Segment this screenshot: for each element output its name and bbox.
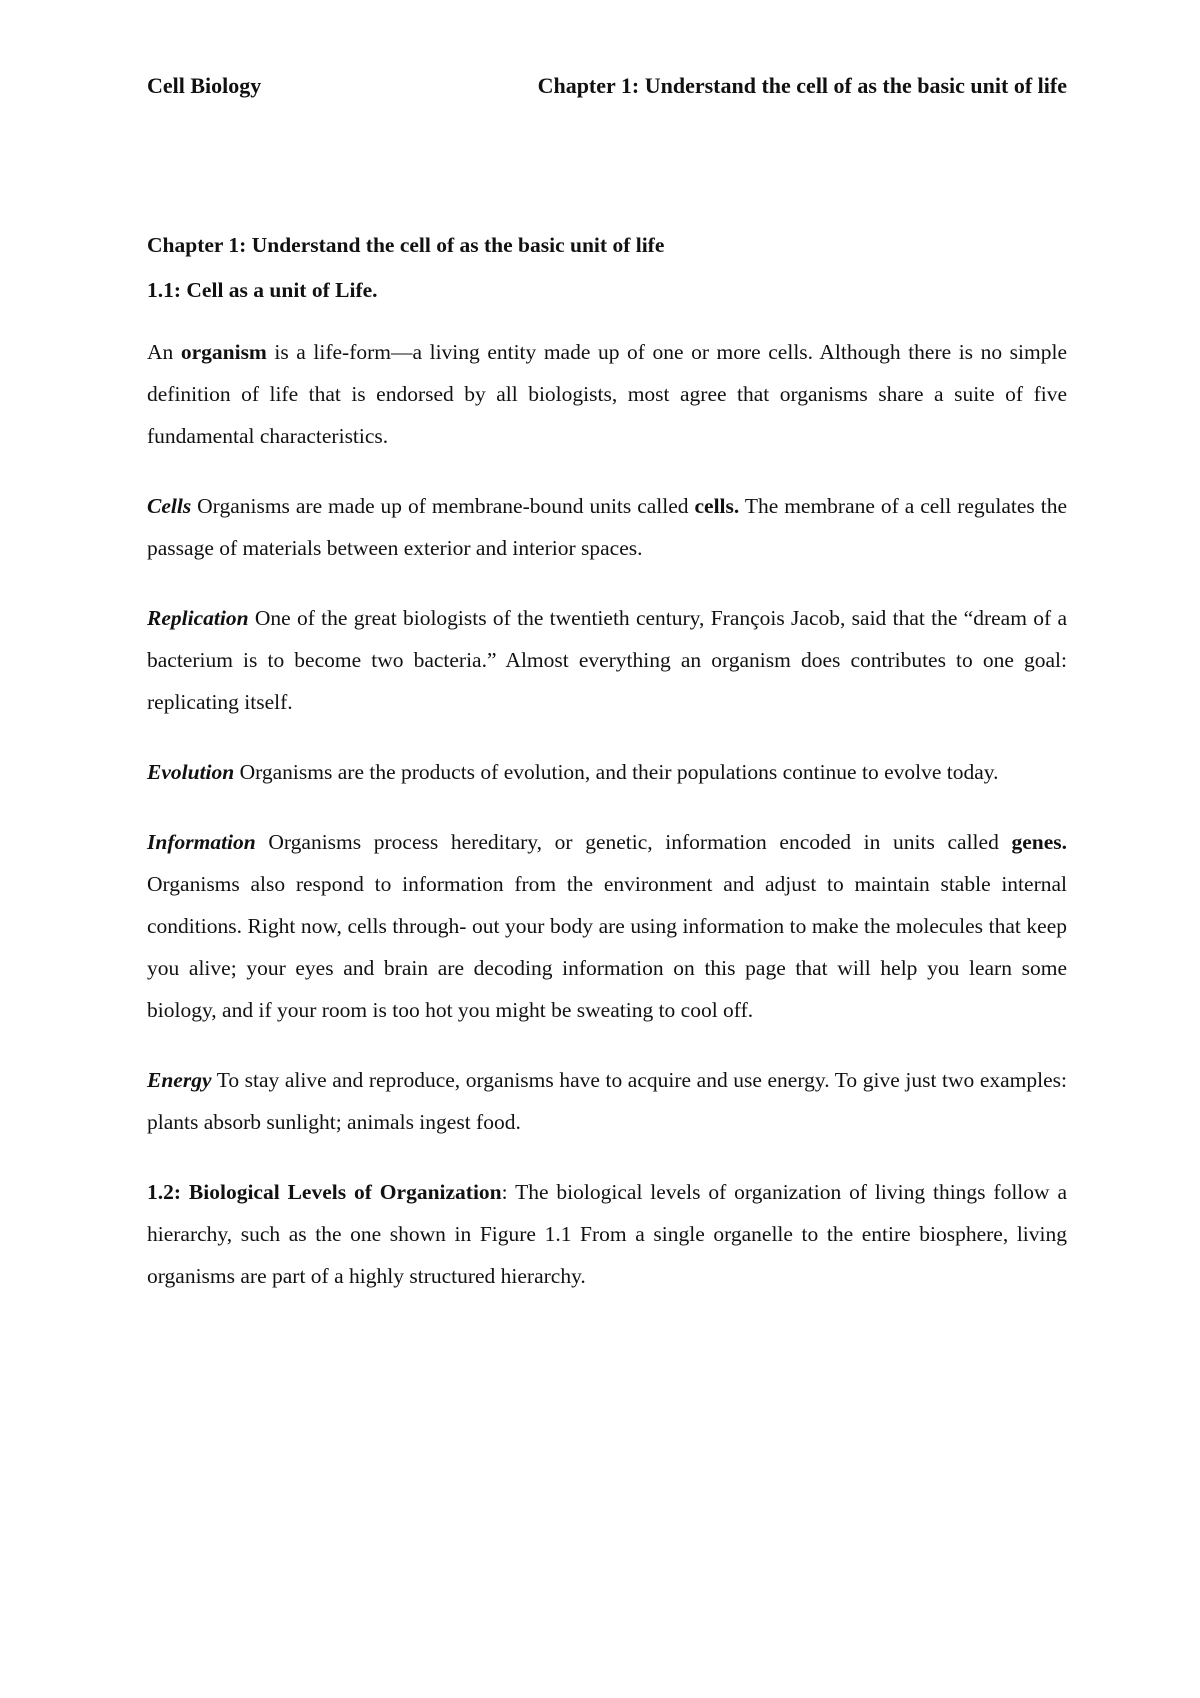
term-evolution: Evolution — [147, 760, 235, 784]
header-subject: Cell Biology — [147, 73, 262, 98]
evolution-text: Organisms are the products of evolution, and their populations continue to evolve today. — [234, 760, 999, 784]
section-heading-1-2: 1.2: Biological Levels of Organization — [147, 1180, 502, 1204]
running-header — [147, 71, 1067, 101]
document-body — [147, 228, 1067, 1297]
term-information: Information — [147, 830, 256, 854]
section-heading-1-1: 1.1: Cell as a unit of Life. — [147, 278, 378, 302]
cells-bold: cells. — [694, 494, 740, 518]
information-bold: genes. — [1011, 830, 1067, 854]
paragraph-information — [147, 821, 1067, 1031]
information-text-a: Organisms process hereditary, or genetic, information encoded in units called — [255, 830, 1012, 854]
replication-text: One of the great biologists of the twentieth century, François Jacob, said that the “dream of a bacterium is to become two bacteria.” Almost everything an organism does contributes to one goal: replicating itself. — [147, 606, 1067, 714]
cells-text-a: Organisms are made up of membrane-bound units called — [191, 494, 695, 518]
term-energy: Energy — [147, 1068, 212, 1092]
intro-pre: An — [147, 340, 181, 364]
term-cells: Cells — [147, 494, 192, 518]
paragraph-levels-of-organization — [147, 1171, 1067, 1297]
cells-text-b: The membrane of a cell regulates the passage of materials between exterior and interior spaces. — [147, 494, 1068, 560]
paragraph-energy — [147, 1059, 1067, 1143]
paragraph-evolution — [147, 751, 1067, 793]
intro-paragraph — [147, 331, 1067, 457]
term-organism: organism — [180, 340, 267, 364]
term-replication: Replication — [147, 606, 249, 630]
paragraph-replication — [147, 597, 1067, 723]
intro-text: is a life-form—a living entity made up of one or more cells. Although there is no simple definition of life that is endorsed by all biologists, most agree that organisms share a suite of five fundamental characteristics. — [147, 340, 1067, 448]
levels-text: : The biological levels of organization of living things follow a hierarchy, such as the one shown in Figure 1.1 From a single organelle to the entire biosphere, living organisms are part of a highly structured hierarchy. — [147, 1180, 1067, 1288]
chapter-title: Chapter 1: Understand the cell of as the basic unit of life — [147, 233, 665, 257]
energy-text: To stay alive and reproduce, organisms have to acquire and use energy. To give just two examples: plants absorb sunlight; animals ingest food. — [147, 1068, 1067, 1134]
header-chapter: Chapter 1: Understand the cell of as the basic unit of life — [537, 73, 1067, 98]
paragraph-cells — [147, 485, 1067, 569]
information-text-b: Organisms also respond to information from the environment and adjust to maintain stable internal conditions. Right now, cells through- out your body are using information to make the molecules that keep you alive; your eyes and brain are decoding information on this page that will help you learn some biology, and if your room is too hot you might be sweating to cool off. — [147, 872, 1067, 1022]
